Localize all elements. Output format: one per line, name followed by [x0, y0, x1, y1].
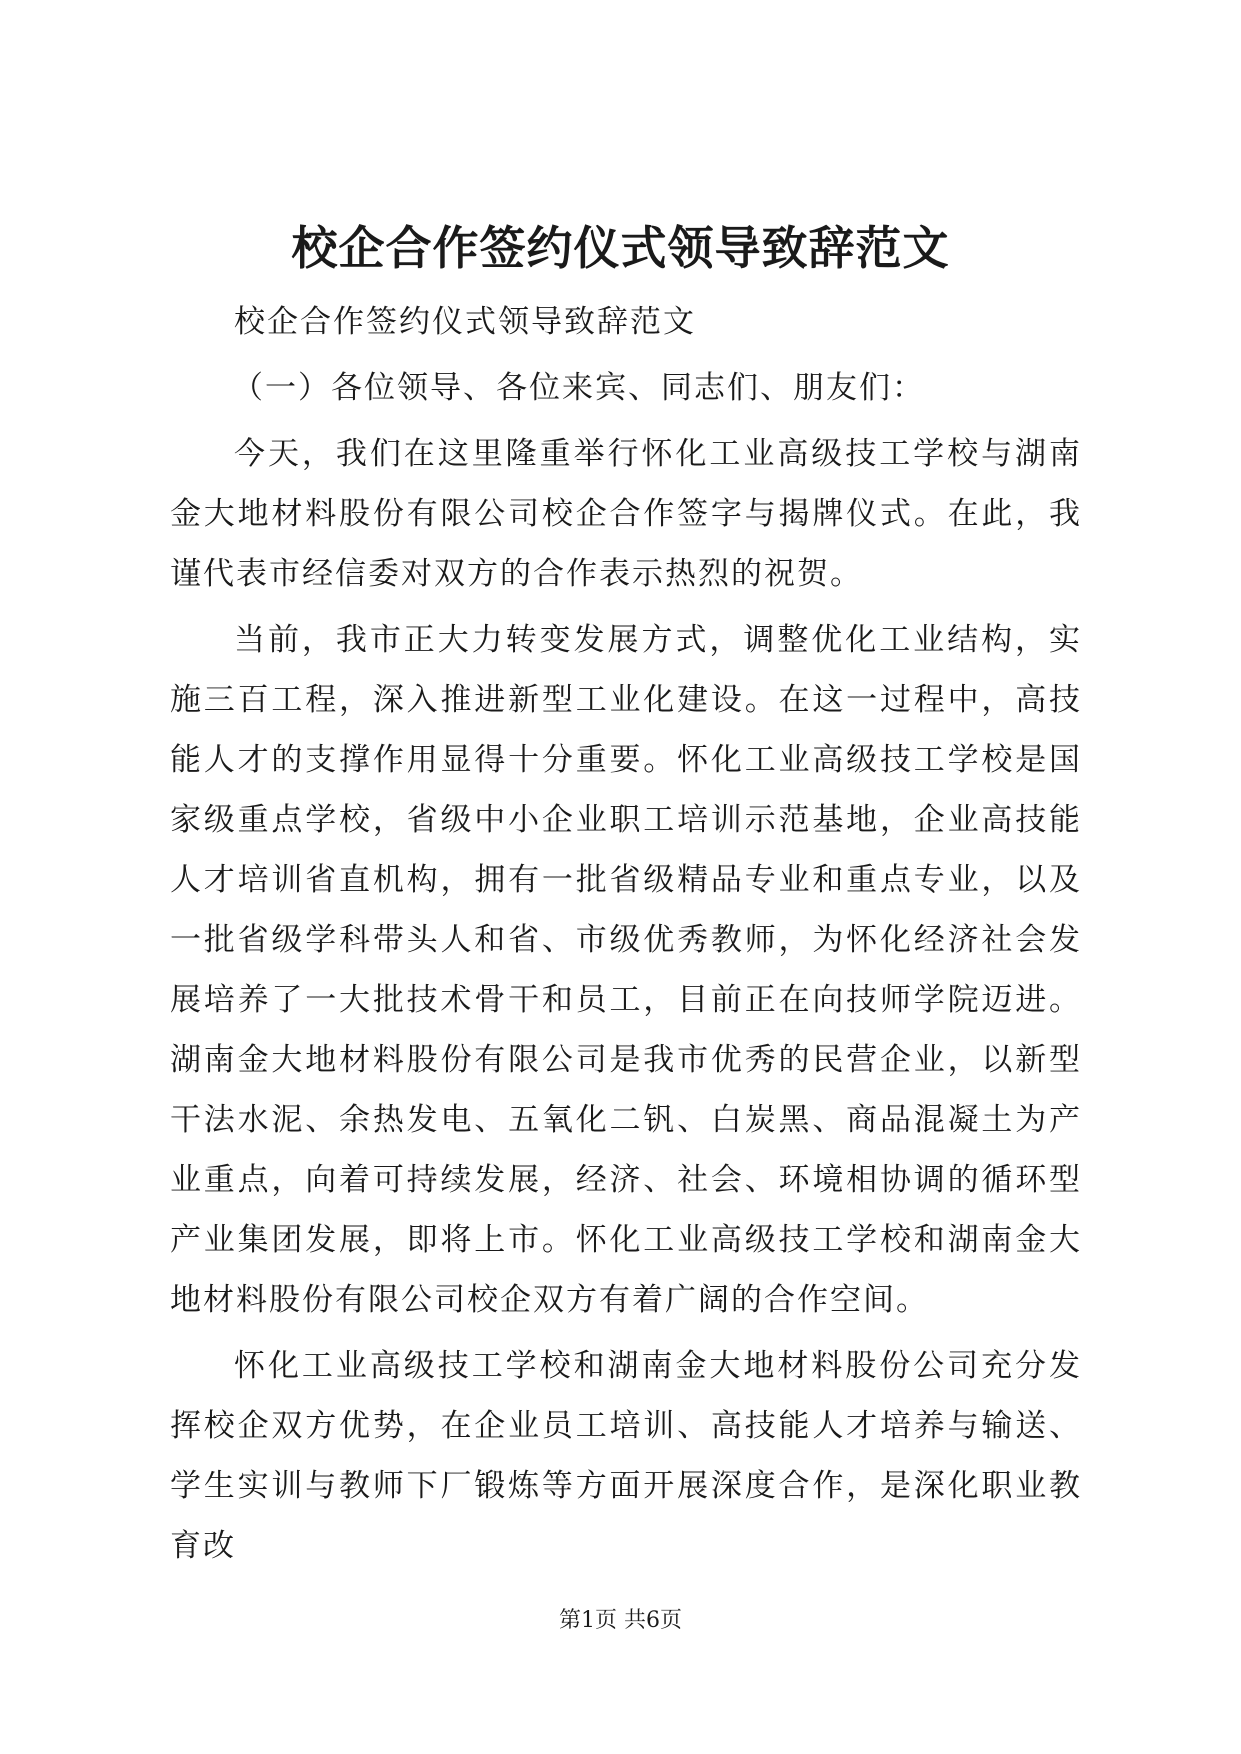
paragraph-salutation: （一）各位领导、各位来宾、同志们、朋友们：	[232, 370, 925, 406]
document-body	[170, 292, 1082, 1576]
paragraph-2: 当前，我市正大力转变发展方式，调整优化工业结构，实施三百工程，深入推进新型工业化建设。在这一过程中，高技能人才的支撑作用显得十分重要。怀化工业高级技工学校是国家级重点学校，省级中小企业职工培训示范基地，企业高技能人才培训省直机构，拥有一批省级精品专业和重点专业，以及一批省级学科带头人和省、市级优秀教师，为怀化经济社会发展培养了一大批技术骨干和员工，目前正在向技师学院迈进。湖南金大地材料股份有限公司是我市优秀的民营企业，以新型干法水泥、余热发电、五氧化二钒、白炭黑、商品混凝土为产业重点，向着可持续发展，经济、社会、环境相协调的循环型产业集团发展，即将上市。怀化工业高级技工学校和湖南金大地材料股份有限公司校企双方有着广阔的合作空间。	[170, 622, 1082, 1318]
paragraph-subtitle: 校企合作签约仪式领导致辞范文	[234, 304, 696, 340]
document-title: 校企合作签约仪式领导致辞范文	[291, 221, 950, 275]
page-footer: 第1页 共6页	[559, 1608, 682, 1633]
paragraph-3: 怀化工业高级技工学校和湖南金大地材料股份公司充分发挥校企双方优势，在企业员工培训、高技能人才培养与输送、学生实训与教师下厂锻炼等方面开展深度合作，是深化职业教育改	[170, 1348, 1082, 1564]
paragraph-1: 今天，我们在这里隆重举行怀化工业高级技工学校与湖南金大地材料股份有限公司校企合作签字与揭牌仪式。在此，我谨代表市经信委对双方的合作表示热烈的祝贺。	[170, 436, 1082, 592]
